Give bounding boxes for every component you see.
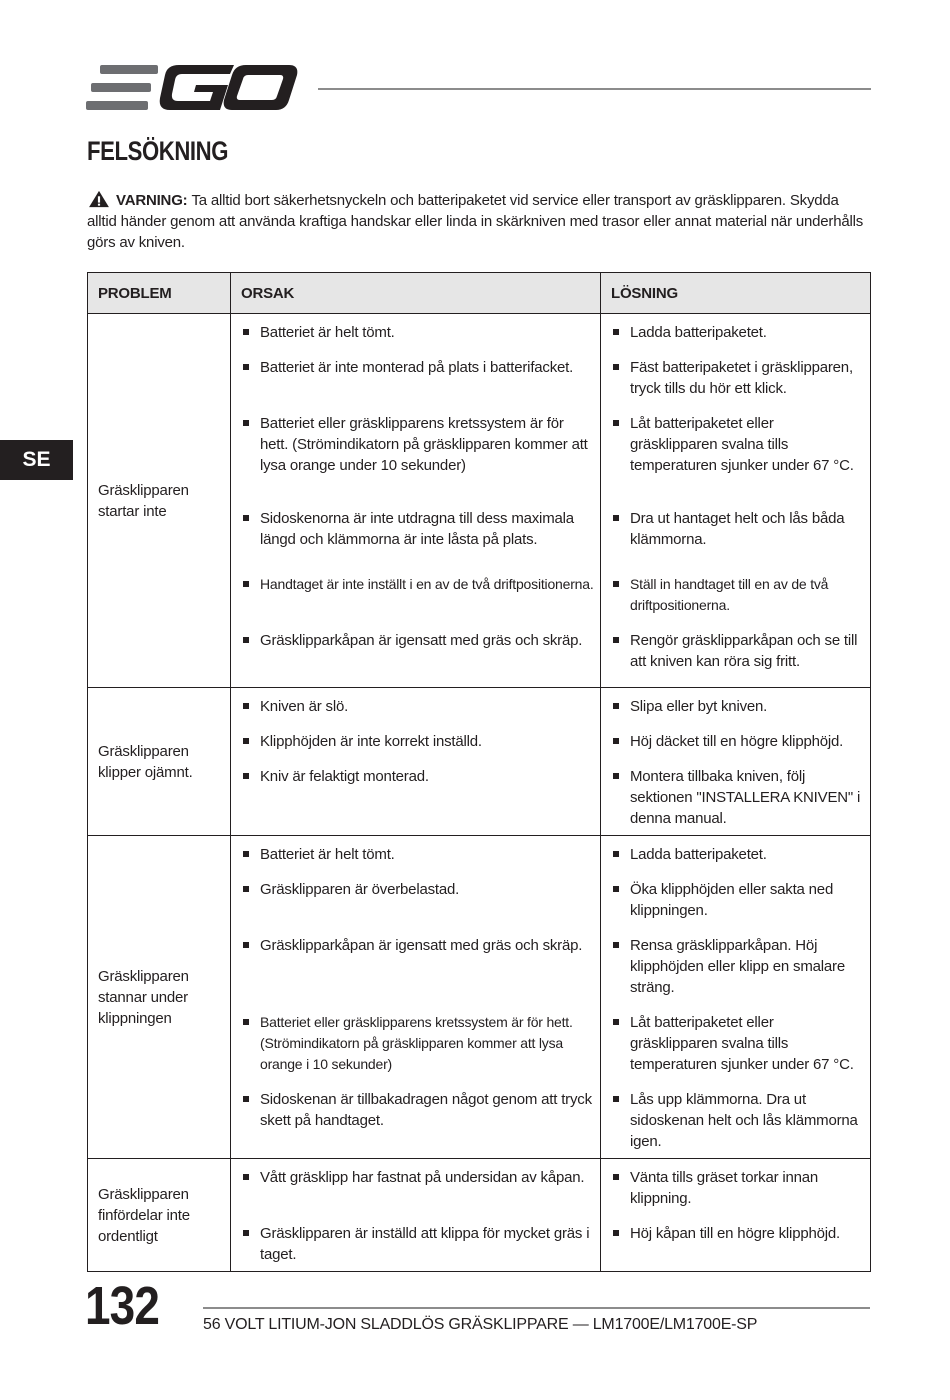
cause-cell [231, 1159, 601, 1272]
page-number: 132 [85, 1276, 160, 1336]
cause-cell [231, 688, 601, 836]
cause-item: Batteriet är inte monterad på plats i batterifacket. [243, 357, 594, 413]
cause-item: Gräsklipparkåpan är igensatt med gräs och skräp. [243, 935, 594, 1012]
solution-item: Öka klipphöjden eller sakta ned klippningen. [613, 879, 864, 935]
header-cause: ORSAK [231, 273, 601, 314]
language-tab: SE [0, 440, 73, 480]
troubleshooting-table [87, 272, 871, 1272]
header-solution: LÖSNING [601, 273, 871, 314]
solution-item: Lås upp klämmorna. Dra ut sidoskenan helt och lås klämmorna igen. [613, 1089, 864, 1152]
header-rule [318, 88, 871, 90]
warning-text: Ta alltid bort säkerhetsnyckeln och batteripaketet vid service eller transport av gräsklipparen. Skydda alltid händer genom att använda kraftiga handskar eller linda in skärkniven med trasor eller annat material när underhålls görs av kniven. [87, 192, 864, 251]
table-row [88, 1159, 871, 1272]
solution-cell [601, 314, 871, 688]
cause-item: Kniv är felaktigt monterad. [243, 766, 594, 787]
warning-label: VARNING: [116, 192, 188, 209]
ego-logo [86, 60, 298, 116]
page-title: FELSÖKNING [87, 136, 229, 166]
table-row [88, 314, 871, 688]
solution-item: Höj däcket till en högre klipphöjd. [613, 731, 864, 766]
footer-text: 56 VOLT LITIUM-JON SLADDLÖS GRÄSKLIPPARE — LM1700E/LM1700E-SP [203, 1316, 758, 1333]
solution-cell [601, 1159, 871, 1272]
cause-item: Batteriet eller gräsklipparens kretssystem är för hett. (Strömindikatorn på gräsklipparen kommer att lysa orange under 10 sekunder) [243, 413, 594, 508]
table-row [88, 836, 871, 1159]
problem-cell: Gräsklipparen startar inte [88, 314, 231, 688]
solution-item: Rensa gräsklipparkåpan. Höj klipphöjden eller klipp en smalare sträng. [613, 935, 864, 1012]
solution-cell [601, 688, 871, 836]
cause-item: Gräsklipparen är inställd att klippa för mycket gräs i taget. [243, 1223, 594, 1265]
solution-item: Fäst batteripaketet i gräsklipparen, tryck tills du hör ett klick. [613, 357, 864, 413]
cause-item: Sidoskenan är tillbakadragen något genom att tryck skett på handtaget. [243, 1089, 594, 1131]
solution-item: Montera tillbaka kniven, följ sektionen "INSTALLERA KNIVEN" i denna manual. [613, 766, 864, 829]
cause-item: Gräsklipparen är överbelastad. [243, 879, 594, 935]
solution-item: Rengör gräsklipparkåpan och se till att kniven kan röra sig fritt. [613, 630, 864, 672]
solution-item: Ställ in handtaget till en av de två driftpositionerna. [613, 574, 864, 630]
cause-cell [231, 836, 601, 1159]
problem-cell: Gräsklipparen stannar under klippningen [88, 836, 231, 1159]
solution-item: Ladda batteripaketet. [613, 844, 864, 879]
cause-item: Batteriet eller gräsklipparens kretssystem är för hett. (Strömindikatorn på gräsklipparen kommer att lysa orange i 10 sekunder) [243, 1012, 594, 1089]
cause-item: Sidoskenorna är inte utdragna till dess maximala längd och klämmorna är inte låsta på plats. [243, 508, 594, 574]
cause-cell [231, 314, 601, 688]
solution-item: Dra ut hantaget helt och lås båda klämmorna. [613, 508, 864, 574]
problem-cell: Gräsklipparen finfördelar inte ordentligt [88, 1159, 231, 1272]
solution-item: Höj kåpan till en högre klipphöjd. [613, 1223, 864, 1244]
cause-item: Batteriet är helt tömt. [243, 844, 594, 879]
cause-item: Batteriet är helt tömt. [243, 322, 594, 357]
cause-item: Kniven är slö. [243, 696, 594, 731]
solution-item: Låt batteripaketet eller gräsklipparen svalna tills temperaturen sjunker under 67 °C. [613, 1012, 864, 1089]
solution-item: Låt batteripaketet eller gräsklipparen svalna tills temperaturen sjunker under 67 °C. [613, 413, 864, 508]
warning-notice [87, 190, 867, 253]
problem-cell: Gräsklipparen klipper ojämnt. [88, 688, 231, 836]
header-problem: PROBLEM [88, 273, 231, 314]
cause-item: Vått gräsklipp har fastnat på undersidan av kåpan. [243, 1167, 594, 1223]
solution-item: Vänta tills gräset torkar innan klippning. [613, 1167, 864, 1223]
solution-item: Ladda batteripaketet. [613, 322, 864, 357]
table-header-row [88, 273, 871, 314]
cause-item: Gräsklipparkåpan är igensatt med gräs och skräp. [243, 630, 594, 651]
solution-cell [601, 836, 871, 1159]
footer-rule [203, 1307, 870, 1309]
cause-item: Handtaget är inte inställt i en av de två driftpositionerna. [243, 574, 594, 630]
table-row [88, 688, 871, 836]
cause-item: Klipphöjden är inte korrekt inställd. [243, 731, 594, 766]
solution-item: Slipa eller byt kniven. [613, 696, 864, 731]
warning-triangle-icon [87, 190, 111, 208]
